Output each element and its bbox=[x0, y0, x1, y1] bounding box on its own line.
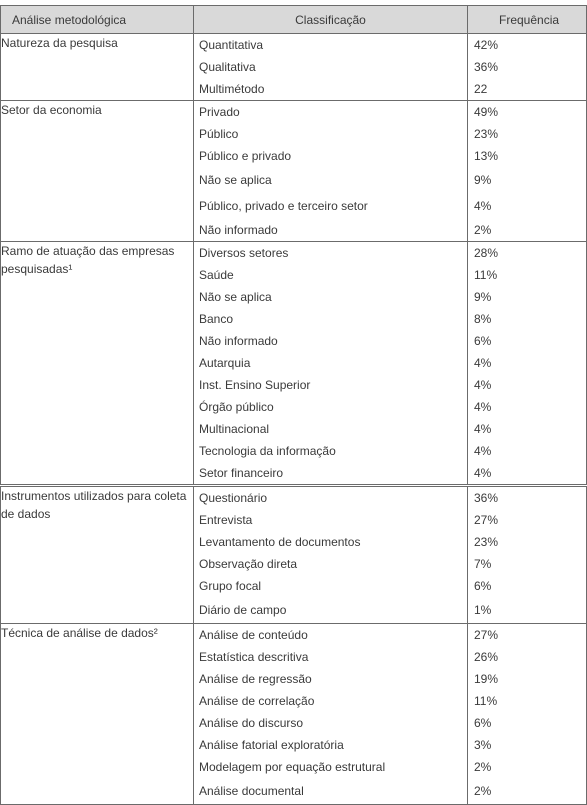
group-label: Técnica de análise de dados² bbox=[1, 624, 194, 805]
list-item: Diário de campo bbox=[199, 603, 287, 617]
group-instrumentos-coleta bbox=[1, 487, 587, 624]
frequency-value: 36% bbox=[474, 60, 499, 74]
group-setor-da-economia bbox=[1, 101, 587, 242]
classification-list bbox=[194, 34, 468, 101]
list-item: Observação direta bbox=[199, 557, 298, 571]
frequency-value: 6% bbox=[474, 334, 492, 348]
frequency-value: 4% bbox=[474, 444, 492, 458]
frequency-value: 11% bbox=[474, 694, 498, 708]
group-label: Setor da economia bbox=[1, 101, 194, 242]
list-item: Não informado bbox=[199, 334, 278, 348]
frequency-value: 4% bbox=[474, 466, 492, 480]
table-header-row bbox=[1, 6, 587, 34]
list-item: Saúde bbox=[199, 268, 234, 282]
list-item: Multinacional bbox=[199, 422, 270, 436]
list-item: Autarquia bbox=[199, 356, 251, 370]
group-label: Instrumentos utilizados para coleta de dados bbox=[1, 487, 194, 624]
frequency-value: 26% bbox=[474, 650, 499, 664]
frequency-list bbox=[468, 242, 587, 485]
group-label: Natureza da pesquisa bbox=[1, 34, 194, 101]
list-item: Entrevista bbox=[199, 513, 253, 527]
frequency-value: 3% bbox=[474, 738, 492, 752]
frequency-list bbox=[468, 101, 587, 242]
frequency-value: 4% bbox=[474, 378, 492, 392]
frequency-value: 27% bbox=[474, 513, 499, 527]
frequency-value: 28% bbox=[474, 246, 499, 260]
frequency-value: 9% bbox=[474, 290, 492, 304]
frequency-list bbox=[468, 34, 587, 101]
frequency-value: 2% bbox=[474, 784, 492, 798]
list-item: Público bbox=[199, 127, 239, 141]
frequency-value: 2% bbox=[474, 223, 492, 237]
list-item: Estatística descritiva bbox=[199, 650, 309, 664]
frequency-list bbox=[468, 487, 587, 624]
frequency-value: 11% bbox=[474, 268, 498, 282]
frequency-value: 13% bbox=[474, 149, 499, 163]
list-item: Público, privado e terceiro setor bbox=[199, 199, 368, 213]
frequency-value: 4% bbox=[474, 422, 492, 436]
frequency-value: 23% bbox=[474, 127, 499, 141]
methodology-table-part-1 bbox=[0, 5, 587, 485]
frequency-value: 22 bbox=[474, 82, 488, 96]
list-item: Análise fatorial exploratória bbox=[199, 738, 344, 752]
frequency-list bbox=[468, 624, 587, 805]
frequency-value: 6% bbox=[474, 716, 492, 730]
list-item: Qualitativa bbox=[199, 60, 256, 74]
list-item: Análise documental bbox=[199, 784, 304, 798]
classification-list bbox=[194, 242, 468, 485]
list-item: Não se aplica bbox=[199, 290, 272, 304]
frequency-value: 27% bbox=[474, 628, 499, 642]
frequency-value: 4% bbox=[474, 356, 492, 370]
list-item: Não informado bbox=[199, 223, 278, 237]
frequency-value: 4% bbox=[474, 400, 492, 414]
frequency-value: 42% bbox=[474, 38, 499, 52]
header-analise-metodologica: Análise metodológica bbox=[1, 6, 194, 34]
frequency-value: 4% bbox=[474, 199, 492, 213]
header-classificacao: Classificação bbox=[194, 6, 468, 34]
classification-list bbox=[194, 487, 468, 624]
group-ramo-de-atuacao bbox=[1, 242, 587, 485]
list-item: Tecnologia da informação bbox=[199, 444, 336, 458]
frequency-value: 6% bbox=[474, 579, 492, 593]
group-label: Ramo de atuação das empresas pesquisadas¹ bbox=[1, 242, 194, 485]
list-item: Banco bbox=[199, 312, 234, 326]
list-item: Diversos setores bbox=[199, 246, 289, 260]
list-item: Levantamento de documentos bbox=[199, 535, 361, 549]
methodology-table-part-2 bbox=[0, 486, 587, 805]
frequency-value: 8% bbox=[474, 312, 492, 326]
group-tecnica-analise bbox=[1, 624, 587, 805]
frequency-value: 36% bbox=[474, 491, 499, 505]
list-item: Análise de correlação bbox=[199, 694, 315, 708]
classification-list bbox=[194, 624, 468, 805]
frequency-value: 2% bbox=[474, 760, 492, 774]
list-item: Privado bbox=[199, 105, 240, 119]
frequency-value: 19% bbox=[474, 672, 499, 686]
list-item: Setor financeiro bbox=[199, 466, 284, 480]
classification-list bbox=[194, 101, 468, 242]
list-item: Não se aplica bbox=[199, 173, 272, 187]
list-item: Multimétodo bbox=[199, 82, 265, 96]
list-item: Inst. Ensino Superior bbox=[199, 378, 311, 392]
header-frequencia: Frequência bbox=[468, 6, 587, 34]
list-item: Análise do discurso bbox=[199, 716, 304, 730]
frequency-value: 9% bbox=[474, 173, 492, 187]
list-item: Órgão público bbox=[199, 400, 274, 414]
frequency-value: 23% bbox=[474, 535, 499, 549]
list-item: Análise de regressão bbox=[199, 672, 312, 686]
list-item: Modelagem por equação estrutural bbox=[199, 760, 386, 774]
frequency-value: 1% bbox=[474, 603, 492, 617]
list-item: Análise de conteúdo bbox=[199, 628, 308, 642]
frequency-value: 7% bbox=[474, 557, 492, 571]
list-item: Quantitativa bbox=[199, 38, 264, 52]
list-item: Grupo focal bbox=[199, 579, 262, 593]
group-natureza-da-pesquisa bbox=[1, 34, 587, 101]
list-item: Questionário bbox=[199, 491, 268, 505]
frequency-value: 49% bbox=[474, 105, 499, 119]
list-item: Público e privado bbox=[199, 149, 292, 163]
